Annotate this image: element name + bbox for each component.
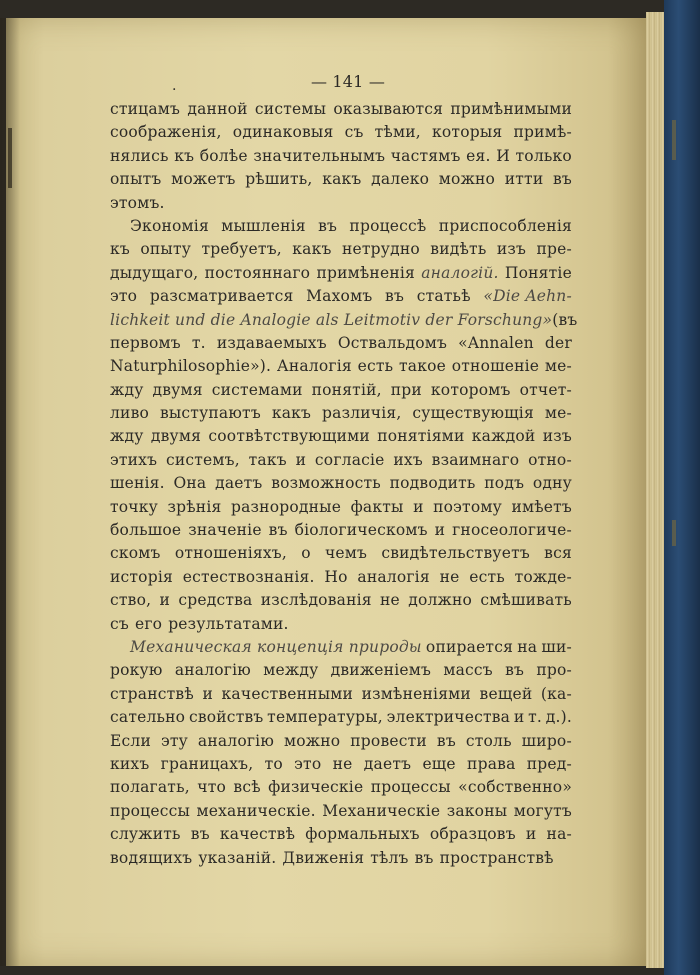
word: къ xyxy=(110,240,130,259)
word: Понятіе xyxy=(504,263,572,282)
word: ме- xyxy=(544,357,572,376)
word: свидѣтельствуетъ xyxy=(381,544,530,563)
word: въ xyxy=(505,661,525,680)
text-line xyxy=(110,542,572,565)
word: значеніе xyxy=(188,521,262,540)
word: процессы xyxy=(110,801,191,820)
word: одну xyxy=(532,474,572,493)
word: разнородные xyxy=(230,497,342,516)
text-line xyxy=(110,636,572,659)
word: такое xyxy=(398,357,446,376)
word: какъ xyxy=(322,170,362,189)
word: что xyxy=(197,778,227,797)
word: поэтому xyxy=(433,497,502,516)
word: двумя xyxy=(152,380,203,399)
word: факты xyxy=(350,497,404,516)
word: между xyxy=(263,661,319,680)
word: значительнымъ xyxy=(253,146,386,165)
word: существующія xyxy=(412,404,534,423)
word: границахъ, xyxy=(160,754,254,773)
word: и xyxy=(434,521,446,540)
word: И xyxy=(496,146,510,165)
word: отчет- xyxy=(519,380,572,399)
word: первомъ xyxy=(110,333,181,352)
margin-ink-mark xyxy=(8,128,12,188)
text-line xyxy=(110,730,572,753)
word: результатами. xyxy=(168,614,289,633)
text-line xyxy=(110,285,572,308)
word: частямъ xyxy=(390,146,461,165)
text-line xyxy=(110,659,572,682)
word: этомъ. xyxy=(110,193,165,212)
text-line xyxy=(110,402,572,425)
word: Механическіе xyxy=(322,801,441,820)
word: гносеологиче- xyxy=(452,521,572,540)
word: точку xyxy=(110,497,158,516)
text-line xyxy=(110,753,572,776)
word: нетрудно xyxy=(341,240,420,259)
word: служить xyxy=(110,825,181,844)
word: качественными xyxy=(221,684,354,703)
word: и xyxy=(525,825,537,844)
word: пространствѣ xyxy=(439,848,554,867)
word: эту xyxy=(160,731,188,750)
word: даетъ xyxy=(215,474,263,493)
word: Махомъ xyxy=(306,287,373,306)
word: можно xyxy=(438,170,496,189)
word: могутъ xyxy=(513,801,572,820)
italic-word: «Die Aehn- xyxy=(483,287,572,306)
word: образцовъ xyxy=(429,825,516,844)
word: т. xyxy=(191,333,206,352)
word: не xyxy=(439,567,460,586)
word: примѣненія xyxy=(316,263,415,282)
word: соображенія, xyxy=(110,123,222,142)
word: въ xyxy=(190,825,210,844)
text-line xyxy=(110,613,572,636)
word: процессѣ xyxy=(349,216,427,235)
word: біологическомъ xyxy=(294,521,428,540)
word: дыдущаго, xyxy=(110,263,199,282)
word: которомъ xyxy=(430,380,511,399)
word: стицамъ xyxy=(110,100,181,118)
word: Но xyxy=(324,567,348,586)
text-line xyxy=(110,706,572,729)
word: Naturphilosophie»). xyxy=(110,357,272,376)
text-line xyxy=(110,847,572,870)
word: процессы xyxy=(370,778,451,797)
word: данной xyxy=(187,100,248,118)
text-line xyxy=(110,309,578,332)
word: и xyxy=(159,591,171,610)
word: понятіями xyxy=(377,427,465,446)
word: провести xyxy=(350,731,427,750)
word: только xyxy=(515,146,572,165)
word: различія, xyxy=(322,404,402,423)
page-header xyxy=(124,72,572,98)
word: должно xyxy=(408,591,473,610)
word: «собственно» xyxy=(458,778,572,797)
word: нялись xyxy=(110,146,169,165)
word: отношеніе xyxy=(451,357,540,376)
word: опыту xyxy=(140,240,192,259)
word: это xyxy=(294,754,322,773)
word: аналогію xyxy=(174,661,251,680)
word: еще xyxy=(422,754,456,773)
paragraph xyxy=(110,636,572,870)
text-line xyxy=(110,355,572,378)
word: указаній. xyxy=(198,848,277,867)
word: оказываются xyxy=(333,100,444,118)
word: электричества xyxy=(386,708,511,727)
word: не xyxy=(332,754,353,773)
text-line xyxy=(110,472,572,495)
page-edges xyxy=(646,12,664,968)
word: въ xyxy=(436,731,456,750)
word: подводить xyxy=(389,474,476,493)
word: системы xyxy=(254,100,327,118)
word: полагать, xyxy=(110,778,190,797)
word: аналогія xyxy=(357,567,430,586)
word: чемъ xyxy=(324,544,368,563)
word: системъ, xyxy=(165,450,240,469)
page-body xyxy=(110,98,578,870)
word: водящихъ xyxy=(110,848,193,867)
word: Если xyxy=(110,731,151,750)
word: исторія xyxy=(110,567,173,586)
word: издаваемыхъ xyxy=(216,333,327,352)
word: соотвѣтствующими xyxy=(208,427,370,446)
word: тожде- xyxy=(514,567,572,586)
word: которыя xyxy=(432,123,503,142)
word: сательно xyxy=(110,708,186,727)
word: въ xyxy=(318,216,338,235)
word: странствѣ xyxy=(110,684,194,703)
word: температуры, xyxy=(267,708,383,727)
word: есть xyxy=(357,357,394,376)
word: въ xyxy=(385,287,405,306)
word: какъ xyxy=(292,240,332,259)
word: его xyxy=(134,614,163,633)
word: опирается xyxy=(425,637,514,656)
page-text xyxy=(110,72,578,870)
word: въ xyxy=(268,521,288,540)
word: двумя xyxy=(150,427,202,446)
word: въ xyxy=(414,848,434,867)
word: изъ xyxy=(542,427,572,446)
text-line xyxy=(110,121,572,144)
word: на xyxy=(517,637,538,656)
word: свойствъ xyxy=(188,708,264,727)
word: законы xyxy=(446,801,508,820)
word: постояннаго xyxy=(204,263,311,282)
word: о xyxy=(301,544,311,563)
text-line xyxy=(110,823,572,846)
word: пред- xyxy=(526,754,572,773)
word: скомъ xyxy=(110,544,161,563)
word: шенія. xyxy=(110,474,165,493)
word: системами xyxy=(211,380,303,399)
word: der xyxy=(544,333,572,352)
word: рокую xyxy=(110,661,163,680)
word: т. xyxy=(528,708,542,727)
cover-wear xyxy=(672,120,676,160)
word: аналогію xyxy=(197,731,275,750)
word: какъ xyxy=(271,404,312,423)
italic-word: Механическая концепція природы xyxy=(130,637,422,656)
italic-word: lichkeit und die Analogie als Leitmotiv der Forschung» xyxy=(110,310,553,329)
text-line xyxy=(110,566,572,589)
word: физическіе xyxy=(268,778,364,797)
word: жду xyxy=(110,427,144,446)
text-line xyxy=(110,519,572,542)
text-line xyxy=(110,379,572,402)
word: и xyxy=(513,708,525,727)
word: и xyxy=(295,450,307,469)
paragraph xyxy=(110,215,578,636)
word: изслѣдованія xyxy=(260,591,372,610)
word: выступаютъ xyxy=(159,404,261,423)
word: вся xyxy=(544,544,572,563)
word: требуетъ, xyxy=(201,240,282,259)
word: возможность xyxy=(271,474,381,493)
word: понятій, xyxy=(311,380,382,399)
word: изъ xyxy=(496,240,527,259)
word: на- xyxy=(546,825,572,844)
word: про- xyxy=(536,661,572,680)
word: большое xyxy=(110,521,182,540)
word: то xyxy=(264,754,283,773)
word: это xyxy=(110,287,138,306)
word: Оствальдомъ xyxy=(337,333,448,352)
text-line xyxy=(110,800,572,823)
word: (ка- xyxy=(540,684,572,703)
word: вещей xyxy=(479,684,533,703)
text-line xyxy=(110,215,572,238)
word: примѣ- xyxy=(513,123,572,142)
word: мышленія xyxy=(221,216,306,235)
word: механическіе. xyxy=(196,801,316,820)
word: ство, xyxy=(110,591,152,610)
word: пре- xyxy=(536,240,572,259)
text-line xyxy=(110,425,572,448)
word: разсматривается xyxy=(149,287,294,306)
word: къ xyxy=(174,146,195,165)
word: массъ xyxy=(443,661,493,680)
word: всѣ xyxy=(233,778,261,797)
word: смѣшивать xyxy=(480,591,572,610)
text-line xyxy=(110,683,572,706)
paragraph xyxy=(110,98,572,215)
word: одинаковыя xyxy=(232,123,334,142)
word: права xyxy=(467,754,516,773)
word: статьѣ xyxy=(416,287,471,306)
word: ея. xyxy=(466,146,491,165)
word: не xyxy=(380,591,400,610)
word: Экономія xyxy=(130,216,209,235)
word: съ xyxy=(110,614,129,633)
word: опытъ xyxy=(110,170,162,189)
word: ихъ xyxy=(393,450,423,469)
text-line xyxy=(110,332,572,355)
text-line xyxy=(110,589,572,612)
text-line xyxy=(110,449,572,472)
word: тѣлъ xyxy=(370,848,409,867)
word: ши- xyxy=(541,637,572,656)
word: качествѣ xyxy=(219,825,296,844)
cover-wear xyxy=(672,520,676,546)
word: даетъ xyxy=(363,754,412,773)
text-line xyxy=(110,145,572,168)
text-line xyxy=(110,192,572,215)
text-line xyxy=(110,496,572,519)
word: можетъ xyxy=(171,170,236,189)
word: столь xyxy=(465,731,512,750)
word: есть xyxy=(469,567,505,586)
word: «Annalen xyxy=(458,333,534,352)
word: согласіе xyxy=(314,450,385,469)
word: этихъ xyxy=(110,450,158,469)
page-number: — 141 — xyxy=(310,72,386,91)
word: далеко xyxy=(371,170,430,189)
word: каждой xyxy=(471,427,536,446)
text-line xyxy=(110,98,572,121)
word: имѣетъ xyxy=(511,497,572,516)
word: Аналогія xyxy=(276,357,352,376)
word: рѣшить, xyxy=(245,170,313,189)
word: жду xyxy=(110,380,144,399)
word: въ xyxy=(553,170,572,189)
word: Она xyxy=(173,474,207,493)
word: и xyxy=(413,497,424,516)
italic-word: аналогій. xyxy=(421,263,499,282)
word: такъ xyxy=(248,450,287,469)
word: движеніемъ xyxy=(330,661,432,680)
word: Движенія xyxy=(282,848,365,867)
word: формальныхъ xyxy=(305,825,420,844)
word: тѣми, xyxy=(374,123,421,142)
book-cover xyxy=(664,0,700,975)
word: зрѣнія xyxy=(167,497,222,516)
word: взаимнаго xyxy=(431,450,520,469)
word: д.). xyxy=(545,708,572,727)
word: кихъ xyxy=(110,754,150,773)
word: отношеніяхъ, xyxy=(174,544,287,563)
text-line xyxy=(110,262,572,285)
word: болѣе xyxy=(199,146,248,165)
header-dot: . xyxy=(172,78,177,94)
word: и xyxy=(202,684,213,703)
word: видѣть xyxy=(430,240,487,259)
word: отно- xyxy=(528,450,572,469)
word: (въ xyxy=(552,310,578,329)
text-line xyxy=(110,776,572,799)
word: естествознанія. xyxy=(182,567,315,586)
word: съ xyxy=(344,123,364,142)
word: итти xyxy=(504,170,544,189)
word: ме- xyxy=(544,404,572,423)
word: примѣнимыми xyxy=(450,100,572,118)
word: при xyxy=(390,380,422,399)
word: приспособленія xyxy=(438,216,572,235)
word: можно xyxy=(284,731,341,750)
word: широ- xyxy=(521,731,572,750)
text-line xyxy=(110,238,572,261)
text-line xyxy=(110,168,572,191)
word: средства xyxy=(178,591,253,610)
word: измѣненіями xyxy=(361,684,471,703)
word: ливо xyxy=(110,404,150,423)
word: подъ xyxy=(484,474,525,493)
